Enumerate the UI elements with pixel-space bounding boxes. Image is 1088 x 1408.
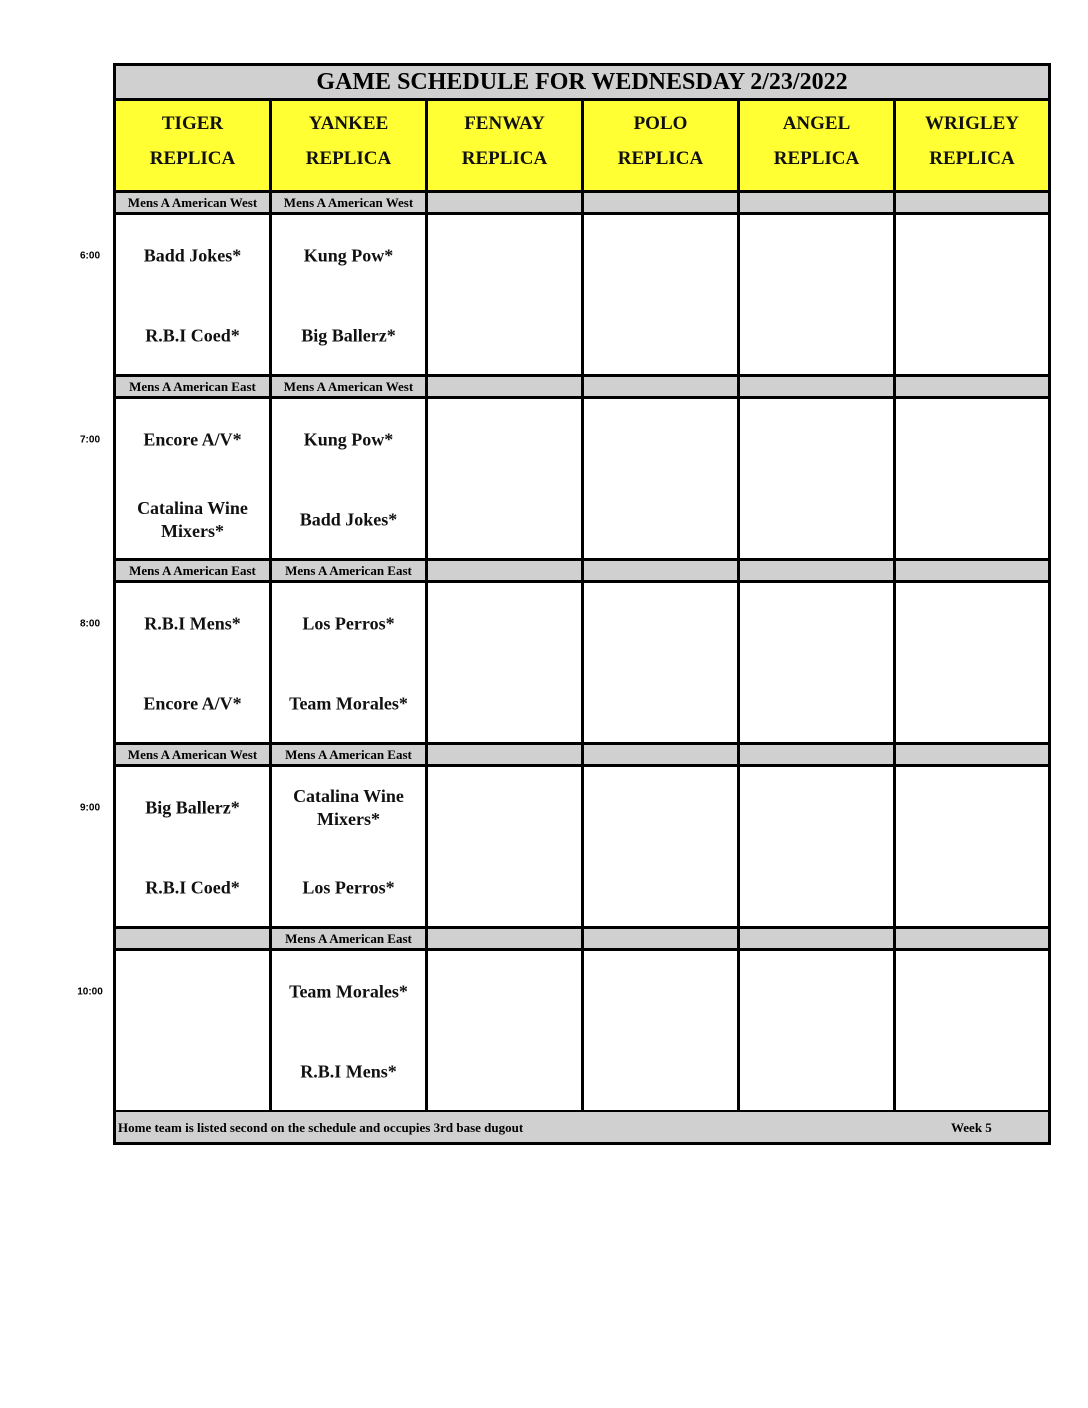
- home-team: Catalina Wine Mixers*: [137, 498, 248, 541]
- away-team: Los Perros*: [302, 613, 395, 634]
- division-bar: [428, 745, 584, 767]
- away-team: Team Morales*: [289, 981, 408, 1002]
- division-bar: [896, 745, 1048, 767]
- division-bar: [428, 561, 584, 583]
- game-cell: [896, 767, 1048, 929]
- field-header-wrigley: [896, 101, 1048, 193]
- division-bar: Mens A American East: [272, 745, 428, 767]
- division-bar: [896, 561, 1048, 583]
- field-type: REPLICA: [773, 148, 860, 169]
- game-cell: [584, 215, 740, 377]
- division-bar: [116, 929, 272, 951]
- home-team: Team Morales*: [289, 693, 408, 714]
- game-cell: [116, 399, 272, 561]
- division-bar: [584, 561, 740, 583]
- game-cell: [116, 951, 272, 1113]
- division-bar: Mens A American East: [116, 561, 272, 583]
- game-cell: [272, 215, 428, 377]
- division-bar: [896, 377, 1048, 399]
- game-cell: [272, 583, 428, 745]
- division-bar: Mens A American West: [116, 745, 272, 767]
- away-team: Kung Pow*: [303, 429, 394, 450]
- division-bar: [740, 377, 896, 399]
- game-cell: [584, 767, 740, 929]
- field-name: ANGEL: [782, 113, 851, 134]
- home-team: Badd Jokes*: [299, 509, 398, 530]
- game-cell: [740, 215, 896, 377]
- game-cell: [584, 399, 740, 561]
- time-label: 6:00: [79, 250, 100, 262]
- division-bar: [584, 745, 740, 767]
- game-cell: [740, 767, 896, 929]
- game-cell: [428, 767, 584, 929]
- away-team: Catalina Wine Mixers*: [293, 786, 404, 829]
- division-bar: [740, 929, 896, 951]
- field-name: WRIGLEY: [925, 113, 1019, 134]
- field-name: TIGER: [161, 113, 224, 134]
- field-type: REPLICA: [929, 148, 1015, 169]
- division-bar: [584, 193, 740, 215]
- game-cell: [896, 951, 1048, 1113]
- game-cell: [428, 215, 584, 377]
- away-team: Big Ballerz*: [145, 797, 240, 818]
- away-team: R.B.I Mens*: [144, 613, 241, 634]
- home-team: R.B.I Mens*: [300, 1061, 397, 1082]
- home-team: R.B.I Coed*: [145, 325, 240, 346]
- division-bar: [740, 745, 896, 767]
- game-cell: [116, 767, 272, 929]
- home-team: R.B.I Coed*: [145, 877, 240, 898]
- field-type: REPLICA: [305, 148, 392, 169]
- game-cell: [740, 583, 896, 745]
- game-cell: [428, 951, 584, 1113]
- schedule-sheet: [113, 63, 1051, 1145]
- division-bar: [896, 193, 1048, 215]
- division-bar: [584, 377, 740, 399]
- time-label: 9:00: [79, 802, 100, 814]
- division-bar: [740, 561, 896, 583]
- home-team: Big Ballerz*: [301, 325, 396, 346]
- division-bar: Mens A American West: [272, 193, 428, 215]
- game-cell: [116, 583, 272, 745]
- time-label: 7:00: [79, 434, 100, 446]
- field-name: FENWAY: [464, 113, 545, 134]
- game-cell: [272, 399, 428, 561]
- field-type: REPLICA: [149, 148, 236, 169]
- schedule-footer: [116, 1112, 1048, 1142]
- division-bar: [428, 929, 584, 951]
- home-team: Encore A/V*: [143, 693, 242, 714]
- home-team: Los Perros*: [302, 877, 395, 898]
- away-team: Badd Jokes*: [143, 245, 242, 266]
- division-bar: [740, 193, 896, 215]
- division-bar: Mens A American East: [272, 561, 428, 583]
- away-team: Encore A/V*: [143, 429, 242, 450]
- game-cell: [896, 215, 1048, 377]
- field-name: YANKEE: [308, 113, 389, 134]
- field-name: POLO: [633, 113, 688, 134]
- field-header-fenway: [428, 101, 584, 193]
- field-header-polo: [584, 101, 740, 193]
- game-cell: [272, 951, 428, 1113]
- field-header-yankee: [272, 101, 428, 193]
- schedule-title: GAME SCHEDULE FOR WEDNESDAY 2/23/2022: [116, 66, 1048, 101]
- field-header-tiger: [116, 101, 272, 193]
- game-cell: [116, 215, 272, 377]
- division-bar: [428, 377, 584, 399]
- home-team-note: Home team is listed second on the schedule and occupies 3rd base dugout: [118, 1120, 524, 1135]
- division-bar: [896, 929, 1048, 951]
- game-cell: [428, 583, 584, 745]
- division-bar: Mens A American East: [272, 929, 428, 951]
- time-label: 10:00: [77, 986, 103, 998]
- game-cell: [896, 399, 1048, 561]
- game-cell: [584, 583, 740, 745]
- division-bar: Mens A American West: [116, 193, 272, 215]
- division-bar: [584, 929, 740, 951]
- time-label: 8:00: [79, 618, 100, 630]
- game-cell: [428, 399, 584, 561]
- field-header-angel: [740, 101, 896, 193]
- division-bar: Mens A American East: [116, 377, 272, 399]
- division-bar: [428, 193, 584, 215]
- division-bar: Mens A American West: [272, 377, 428, 399]
- game-cell: [896, 583, 1048, 745]
- game-cell: [584, 951, 740, 1113]
- away-team: Kung Pow*: [303, 245, 394, 266]
- week-label: Week 5: [951, 1120, 992, 1135]
- field-type: REPLICA: [461, 148, 548, 169]
- game-cell: [272, 767, 428, 929]
- field-type: REPLICA: [617, 148, 704, 169]
- game-cell: [740, 399, 896, 561]
- game-cell: [740, 951, 896, 1113]
